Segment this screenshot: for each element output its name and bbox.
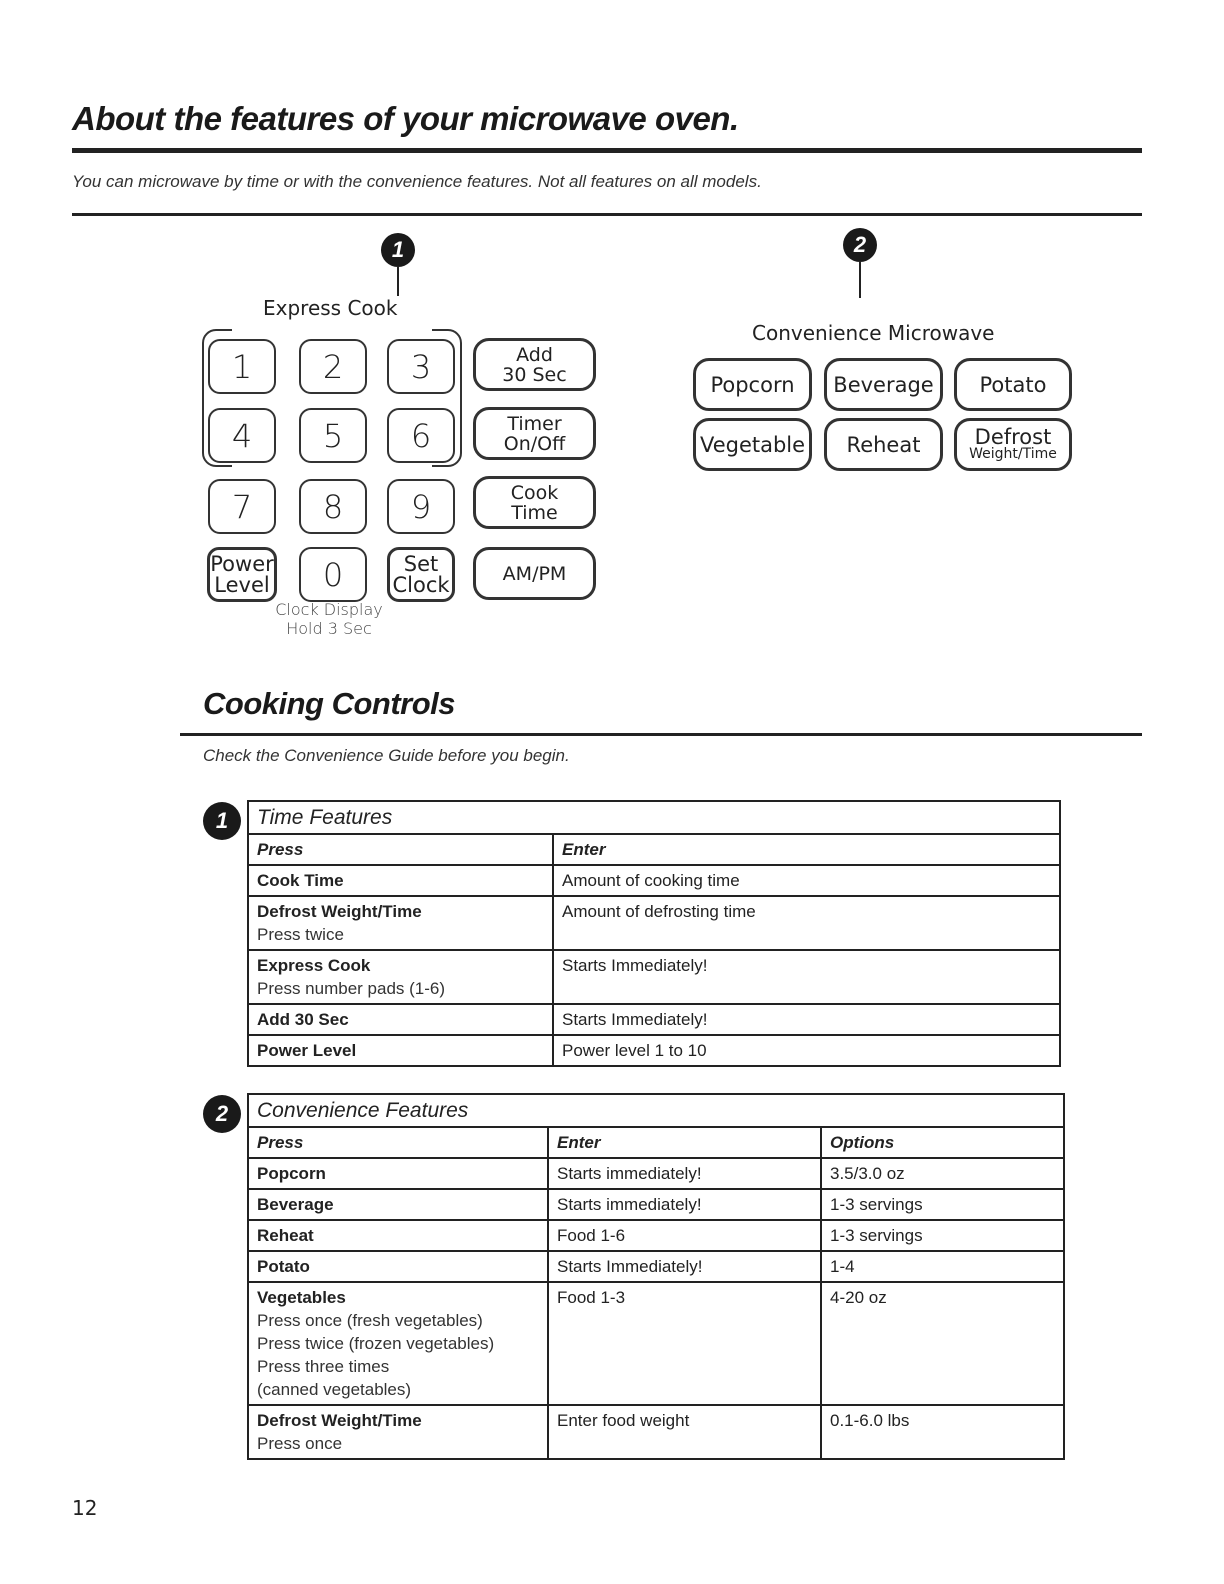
table-row: Reheat Food 1-6 1-3 servings: [248, 1220, 1064, 1251]
table-row: Beverage Starts immediately! 1-3 servings: [248, 1189, 1064, 1220]
page-number: 12: [72, 1496, 98, 1520]
popcorn-button[interactable]: Popcorn: [693, 358, 812, 411]
key-4[interactable]: 4: [208, 408, 276, 463]
reheat-button[interactable]: Reheat: [824, 418, 943, 471]
add-30-sec-button[interactable]: Add 30 Sec: [473, 338, 596, 391]
key-5[interactable]: 5: [299, 408, 367, 463]
am-pm-button[interactable]: AM/PM: [473, 547, 596, 600]
table-row: Vegetables Press once (fresh vegetables) Press twice (frozen vegetables) Press three times (canned vegetables) Food 1-3 4-20 oz: [248, 1282, 1064, 1405]
callout-1-leader: [397, 266, 399, 296]
table-row: Defrost Weight/Time Press twice Amount of defrosting time: [248, 896, 1060, 950]
key-7[interactable]: 7: [208, 479, 276, 534]
set-clock-button[interactable]: Set Clock: [387, 547, 455, 602]
key-2[interactable]: 2: [299, 339, 367, 394]
cooking-controls-title: Cooking Controls: [203, 686, 456, 721]
page-subtitle: You can microwave by time or with the convenience features. Not all features on all models.: [72, 172, 762, 191]
table-row: Cook Time Amount of cooking time: [248, 865, 1060, 896]
title-divider: [72, 148, 1142, 153]
page-title: About the features of your microwave oven.: [72, 100, 739, 137]
column-header-enter: Enter: [548, 1127, 821, 1158]
table-row: Add 30 Sec Starts Immediately!: [248, 1004, 1060, 1035]
timer-on-off-button[interactable]: Timer On/Off: [473, 407, 596, 460]
beverage-button[interactable]: Beverage: [824, 358, 943, 411]
key-3[interactable]: 3: [387, 339, 455, 394]
clock-display-note: Clock Display Hold 3 Sec: [275, 600, 383, 638]
cook-time-button[interactable]: Cook Time: [473, 476, 596, 529]
table-row: Potato Starts Immediately! 1-4: [248, 1251, 1064, 1282]
convenience-features-title: Convenience Features: [248, 1094, 1064, 1127]
table-2-callout-icon: 2: [203, 1095, 241, 1133]
table-row: Power Level Power level 1 to 10: [248, 1035, 1060, 1066]
key-0[interactable]: 0: [299, 547, 367, 602]
key-8[interactable]: 8: [299, 479, 367, 534]
express-cook-label: Express Cook: [263, 296, 398, 320]
table-1-callout-icon: 1: [203, 802, 241, 840]
key-1[interactable]: 1: [208, 339, 276, 394]
time-features-title: Time Features: [248, 801, 1060, 834]
callout-2-leader: [859, 261, 861, 298]
key-6[interactable]: 6: [387, 408, 455, 463]
column-header-enter: Enter: [553, 834, 1060, 865]
callout-2-icon: 2: [843, 228, 877, 262]
table-row: Express Cook Press number pads (1-6) Starts Immediately!: [248, 950, 1060, 1004]
table-title-row: [248, 801, 1060, 834]
cooking-controls-subtitle: Check the Convenience Guide before you begin.: [203, 746, 570, 765]
time-features-table: [247, 800, 1061, 1067]
callout-1-icon: 1: [381, 233, 415, 267]
vegetable-button[interactable]: Vegetable: [693, 418, 812, 471]
cooking-controls-divider: [180, 733, 1142, 736]
convenience-microwave-label: Convenience Microwave: [752, 321, 995, 345]
column-header-options: Options: [821, 1127, 1064, 1158]
column-header-press: Press: [248, 1127, 548, 1158]
defrost-weight-time-button[interactable]: Defrost Weight/Time: [954, 418, 1072, 471]
column-header-press: Press: [248, 834, 553, 865]
subtitle-divider: [72, 213, 1142, 216]
table-title-row: [248, 1094, 1064, 1127]
potato-button[interactable]: Potato: [954, 358, 1072, 411]
convenience-features-table: [247, 1093, 1065, 1460]
key-9[interactable]: 9: [387, 479, 455, 534]
table-row: Defrost Weight/Time Press once Enter food weight 0.1-6.0 lbs: [248, 1405, 1064, 1459]
table-header-row: [248, 834, 1060, 865]
table-row: Popcorn Starts immediately! 3.5/3.0 oz: [248, 1158, 1064, 1189]
table-header-row: [248, 1127, 1064, 1158]
power-level-button[interactable]: Power Level: [207, 547, 277, 602]
